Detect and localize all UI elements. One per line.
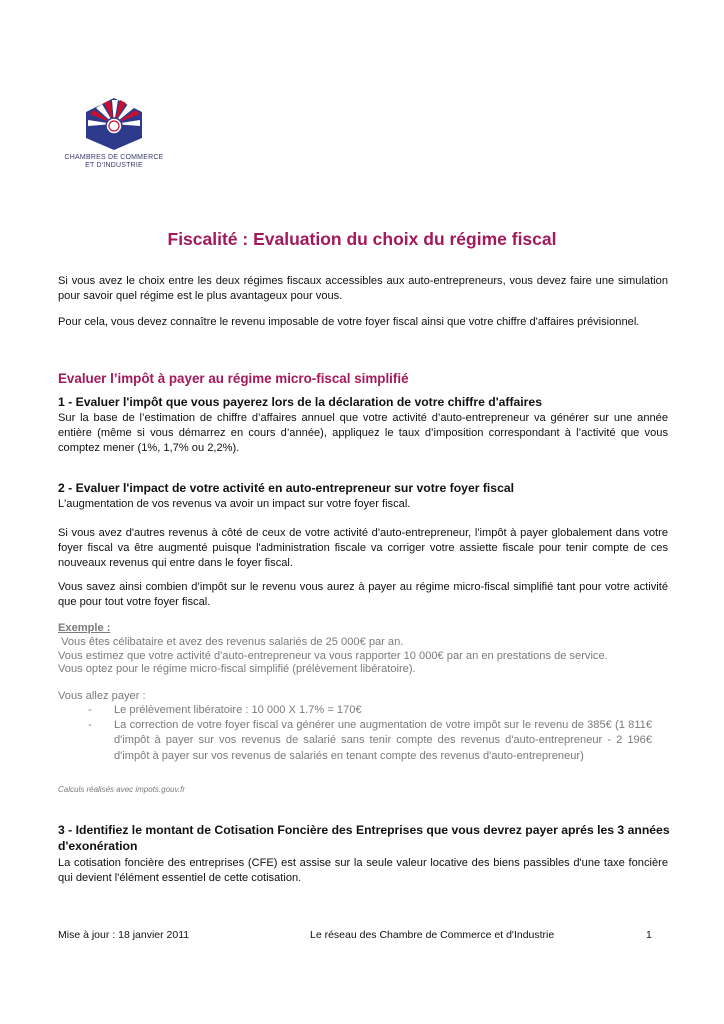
step-3-heading: 3 - Identifiez le montant de Cotisation Foncière des Entreprises que vous devrez payer aprés les 3 années d'exonération	[58, 823, 670, 853]
example-line-1: Vous êtes célibataire et avez des revenus salariés de 25 000€ par an.	[58, 636, 404, 648]
calculation-source-note: Calculs réalisés avec impots.gouv.fr	[58, 785, 186, 794]
step-2-heading: 2 - Evaluer l'impact de votre activité en auto-entrepreneur sur votre foyer fiscal	[58, 481, 515, 495]
step-2-paragraph-1: L'augmentation de vos revenus va avoir un impact sur votre foyer fiscal.	[58, 498, 411, 510]
example-line-2: Vous estimez que votre activité d'auto-entrepreneur va vous rapporter 10 000€ par an en prestations de service.	[58, 650, 608, 662]
step-2-paragraph-3: Vous savez ainsi combien d’impôt sur le revenu vous aurez à payer au régime micro-fiscal simplifié tant pour votre activité que pour tout votre foyer fiscal.	[58, 581, 668, 609]
page-title: Fiscalité : Evaluation du choix du régime fiscal	[167, 229, 557, 249]
footer-network: Le réseau des Chambre de Commerce et d'Industrie	[310, 929, 555, 941]
example-bullet-list	[88, 703, 652, 764]
section-heading: Evaluer l’impôt à payer au régime micro-fiscal simplifié	[58, 371, 409, 386]
step-1-heading: 1 - Evaluer l'impôt que vous payerez lors de la déclaration de votre chiffre d'affaires	[58, 395, 542, 409]
logo-line-2: ET D'INDUSTRIE	[85, 162, 143, 169]
footer-page-number: 1	[646, 929, 652, 941]
list-item	[88, 718, 652, 764]
bullet-dash: -	[88, 704, 92, 716]
list-item	[88, 703, 652, 718]
example-line-3: Vous optez pour le régime micro-fiscal simplifié (prélèvement libératoire).	[58, 663, 416, 675]
bullet-text: La correction de votre foyer fiscal va générer une augmentation de votre impôt sur le revenu de 385€ (1 811€ d'impôt à payer sur vos revenus de salarié sans tenir compte des revenus d'auto-entrepreneur - 2 196€ d'impôt à payer sur vos revenus de salariés en tenant compte des revenus d'auto-entrepreneur)	[114, 719, 652, 762]
logo-line-1: CHAMBRES DE COMMERCE	[64, 154, 164, 161]
intro-paragraph-2: Pour cela, vous devez connaître le revenu imposable de votre foyer fiscal ainsi que votre chiffre d'affaires prévisionnel.	[58, 316, 640, 328]
step-1-text: Sur la base de l’estimation de chiffre d’affaires annuel que votre activité d’auto-entrepreneur va générer sur une année entière (même si vous démarrez en cours d’année), appliquez le taux d’imposition correspondant à l’activité que vous comptez mener (1%, 1,7% ou 2,2%).	[58, 412, 668, 455]
bullet-text: Le prélèvement libératoire : 10 000 X 1.7% = 170€	[114, 704, 362, 716]
example-pay-label: Vous allez payer :	[58, 690, 146, 702]
cci-logo	[58, 96, 170, 170]
footer-update-date: Mise à jour : 18 janvier 2011	[58, 929, 190, 941]
step-3-text: La cotisation foncière des entreprises (CFE) est assise sur la seule valeur locative des biens passibles d'une taxe foncière qui devient l'élément essentiel de cette cotisation.	[58, 857, 668, 885]
cci-hexagon-icon	[82, 96, 146, 152]
bullet-dash: -	[88, 719, 92, 732]
example-label: Exemple :	[58, 622, 111, 634]
intro-paragraph-1: Si vous avez le choix entre les deux régimes fiscaux accessibles aux auto-entrepreneurs, vous devez faire une simulation pour savoir quel régime est le plus avantageux pour vous.	[58, 275, 668, 303]
step-2-paragraph-2: Si vous avez d'autres revenus à côté de ceux de votre activité d'auto-entrepreneur, l'impôt à payer globalement dans votre foyer fiscal va être augmenté puisque l'administration fiscale va corriger votre assiette fiscale pour tenir compte de ces nouveaux revenus qui entre dans le foyer fiscal.	[58, 527, 668, 570]
